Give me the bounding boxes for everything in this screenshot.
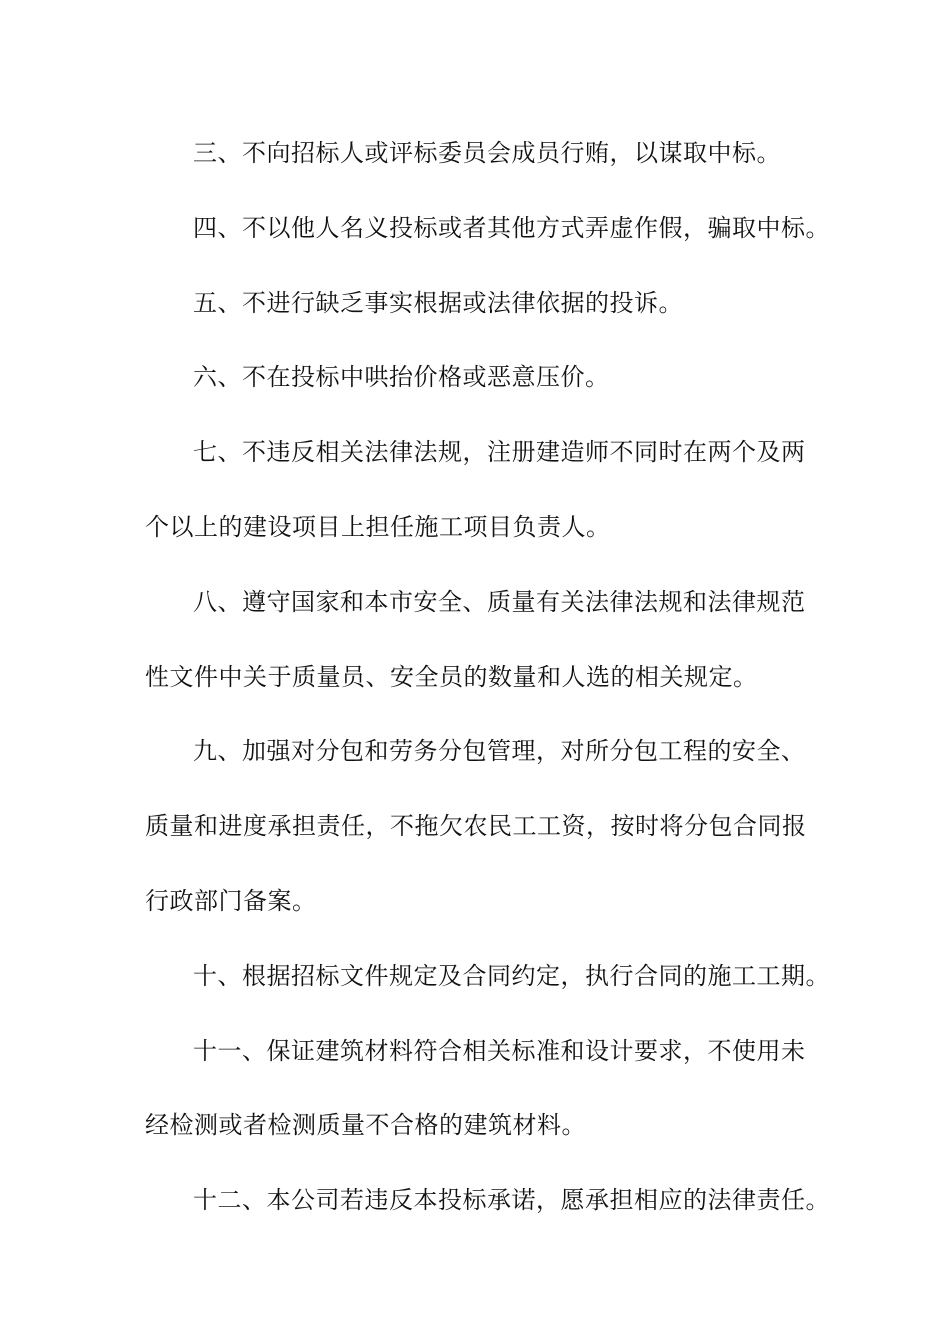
- text-line: 十一、保证建筑材料符合相关标准和设计要求，不使用未: [193, 1036, 806, 1065]
- text-line: 十二、本公司若违反本投标承诺，愿承担相应的法律责任。: [193, 1186, 830, 1215]
- text-line: 五、不进行缺乏事实根据或法律依据的投诉。: [193, 288, 683, 317]
- text-line: 八、遵守国家和本市安全、质量有关法律法规和法律规范: [193, 587, 806, 616]
- text-line: 三、不向招标人或评标委员会成员行贿，以谋取中标。: [193, 139, 781, 167]
- text-line: 九、加强对分包和劳务分包管理，对所分包工程的安全、: [193, 737, 806, 766]
- document-body: [145, 116, 830, 1238]
- text-line: 质量和进度承担责任，不拖欠农民工工资，按时将分包合同报: [145, 812, 807, 841]
- text-line: 十、根据招标文件规定及合同约定，执行合同的施工工期。: [193, 961, 830, 990]
- text-line: 行政部门备案。: [145, 886, 317, 915]
- text-line: 六、不在投标中哄抬价格或恶意压价。: [193, 363, 610, 392]
- text-line: 个以上的建设项目上担任施工项目负责人。: [145, 512, 611, 541]
- text-line: 四、不以他人名义投标或者其他方式弄虚作假，骗取中标。: [193, 213, 830, 242]
- text-line: 性文件中关于质量员、安全员的数量和人选的相关规定。: [145, 662, 758, 691]
- text-line: 经检测或者检测质量不合格的建筑材料。: [145, 1111, 586, 1140]
- text-line: 七、不违反相关法律法规，注册建造师不同时在两个及两: [193, 438, 806, 467]
